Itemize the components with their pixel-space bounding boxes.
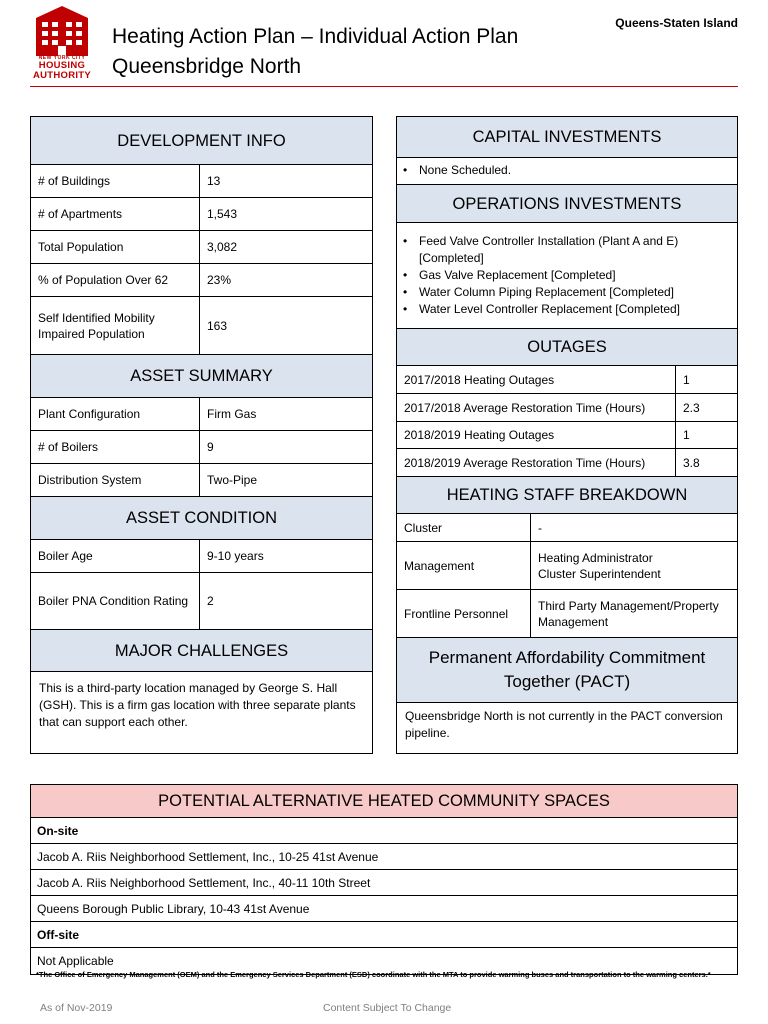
footnote: *The Office of Emergency Management (OEM) and the Emergency Services Department (ESD) coordinate with the MTA to provide warming buses and transportation to the warming centers.* (36, 970, 711, 979)
pact-title-line-2: Together (PACT) (503, 672, 631, 691)
major-challenges-text: This is a third-party location managed by George S. Hall (GSH). This is a firm gas location with three separate plants that can support each other. (39, 681, 356, 729)
row-label: Self Identified Mobility Impaired Population (38, 310, 155, 341)
row-value: Firm Gas (199, 398, 372, 430)
list-item: Not Applicable (37, 954, 114, 968)
table-row (31, 198, 372, 231)
capital-investments-body (397, 158, 737, 185)
capital-investments-header: CAPITAL INVESTMENTS (397, 117, 737, 158)
table-row (31, 297, 372, 355)
pact-title-line-1: Permanent Affordability Commitment (428, 648, 706, 667)
list-item: • Feed Valve Controller Installation (Plant A and E) [Completed] (403, 233, 731, 267)
header-divider (30, 86, 738, 87)
row-label: # of Buildings (38, 174, 111, 188)
row-value: 1,543 (199, 198, 372, 230)
table-row (31, 165, 372, 198)
left-panel (30, 116, 373, 754)
table-row (31, 264, 372, 297)
list-item: • Gas Valve Replacement [Completed] (403, 267, 731, 284)
major-challenges-header: MAJOR CHALLENGES (31, 630, 372, 672)
row-label: Boiler PNA Condition Rating (38, 594, 189, 608)
table-row (397, 514, 737, 542)
row-value: 3,082 (199, 231, 372, 263)
table-row (31, 431, 372, 464)
list-item: Jacob A. Riis Neighborhood Settlement, Inc., 40-11 10th Street (31, 870, 737, 896)
row-label: Boiler Age (38, 549, 93, 563)
list-item: Off-site (31, 922, 737, 948)
list-item: • None Scheduled. (403, 162, 731, 179)
row-value: - (530, 514, 737, 541)
table-row (31, 540, 372, 573)
operations-investments-body (397, 223, 737, 329)
asset-summary-header: ASSET SUMMARY (31, 355, 372, 398)
row-value-line: Third Party Management/Property (538, 598, 719, 613)
row-value: 3.8 (675, 449, 737, 476)
pact-text: Queensbridge North is not currently in the PACT conversion pipeline. (405, 709, 723, 740)
row-label: Total Population (38, 240, 124, 254)
logo-wordmark (30, 56, 94, 80)
row-label: % of Population Over 62 (38, 273, 169, 287)
logo-line-3: AUTHORITY (32, 69, 92, 81)
table-row (397, 449, 737, 477)
row-label: 2017/2018 Heating Outages (404, 372, 555, 387)
row-value: 1 (675, 422, 737, 448)
capital-investments-list (397, 158, 737, 179)
row-label: # of Apartments (38, 207, 123, 221)
list-item: • Water Level Controller Replacement [Completed] (403, 301, 731, 318)
operations-investments-header: OPERATIONS INVESTMENTS (397, 185, 737, 223)
table-row (397, 422, 737, 449)
community-spaces-table (30, 784, 738, 975)
logo-line-2: HOUSING (38, 60, 86, 71)
table-row (31, 231, 372, 264)
row-value: 2 (199, 573, 372, 629)
asset-condition-header: ASSET CONDITION (31, 497, 372, 540)
row-value: 163 (199, 297, 372, 354)
row-value (530, 542, 737, 589)
region-label: Queens-Staten Island (615, 16, 738, 30)
list-item: • Water Column Piping Replacement [Completed] (403, 284, 731, 301)
row-value: 13 (199, 165, 372, 197)
table-row (31, 464, 372, 497)
row-value (530, 590, 737, 637)
row-value: 1 (675, 366, 737, 393)
disclaimer: Content Subject To Change (323, 1002, 452, 1014)
operations-investments-list (397, 223, 737, 318)
row-label: Management (404, 558, 475, 573)
as-of-date: As of Nov-2019 (40, 1002, 113, 1014)
logo-line-1: NEW YORK CITY (38, 55, 86, 61)
row-label: Distribution System (38, 473, 142, 487)
list-item: Queens Borough Public Library, 10-43 41st Avenue (31, 896, 737, 922)
pact-header (397, 638, 737, 703)
row-value-line: Management (538, 614, 609, 629)
list-item: On-site (31, 818, 737, 844)
row-value: 23% (199, 264, 372, 296)
right-panel (396, 116, 738, 754)
row-value: 9-10 years (199, 540, 372, 572)
table-row (397, 366, 737, 394)
table-row (31, 398, 372, 431)
heating-staff-header: HEATING STAFF BREAKDOWN (397, 477, 737, 514)
table-row (31, 573, 372, 630)
community-spaces-header: POTENTIAL ALTERNATIVE HEATED COMMUNITY SPACES (31, 785, 737, 818)
row-label: 2018/2019 Heating Outages (404, 428, 555, 442)
table-row (397, 394, 737, 422)
development-info-header: DEVELOPMENT INFO (31, 117, 372, 165)
page-title (112, 22, 518, 82)
row-label: 2017/2018 Average Restoration Time (Hours) (404, 400, 646, 415)
row-value-line: Heating Administrator (538, 550, 653, 565)
table-row (397, 542, 737, 590)
list-item: Jacob A. Riis Neighborhood Settlement, Inc., 10-25 41st Avenue (31, 844, 737, 870)
row-value: 2.3 (675, 394, 737, 421)
row-label: 2018/2019 Average Restoration Time (Hours) (404, 455, 646, 470)
table-row (397, 590, 737, 638)
row-value: Two-Pipe (199, 464, 372, 496)
page-title-line-2: Queensbridge North (112, 55, 302, 78)
row-label: Cluster (404, 520, 443, 535)
page-title-line-1: Heating Action Plan – Individual Action Plan (112, 25, 519, 48)
outages-header: OUTAGES (397, 329, 737, 366)
row-label: Plant Configuration (38, 407, 141, 421)
row-value: 9 (199, 431, 372, 463)
row-value-line: Cluster Superintendent (538, 566, 661, 581)
row-label: Frontline Personnel (404, 606, 509, 621)
row-label: # of Boilers (38, 440, 99, 454)
